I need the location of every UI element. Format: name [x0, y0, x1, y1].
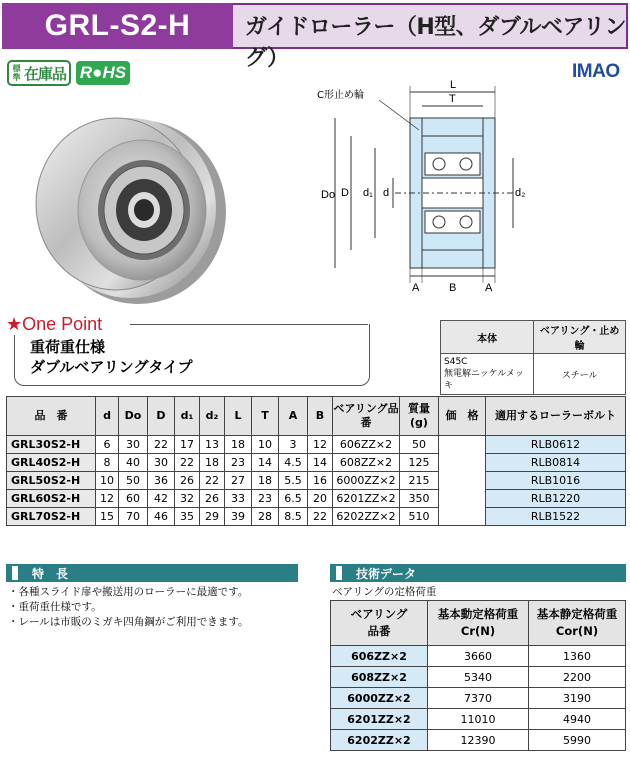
table-cell: 26 [200, 490, 225, 508]
table-cell: 3 [279, 436, 308, 454]
table-cell: 6202ZZ×2 [333, 508, 400, 526]
spec-header-d2: d₂ [200, 397, 225, 436]
one-point-title: ★One Point [6, 314, 106, 335]
spec-header-price: 価 格 [439, 397, 486, 436]
dim-L: L [450, 79, 457, 91]
table-cell: 20 [308, 490, 333, 508]
brand-logo: IMAO [572, 61, 620, 82]
material-header-body: 本体 [441, 321, 534, 354]
tech-title: 技術データ [356, 566, 417, 581]
table-cell: 18 [252, 472, 279, 490]
dim-A-left: A [412, 282, 420, 294]
table-cell: 30 [148, 454, 175, 472]
table-cell: 6.5 [279, 490, 308, 508]
spec-header-D: D [148, 397, 175, 436]
tech-header-cor: 基本静定格荷重 Cor(N) [529, 601, 626, 646]
table-cell: 40 [119, 454, 148, 472]
tech-header-bearing: ベアリング 品番 [331, 601, 428, 646]
table-cell: 2200 [529, 667, 626, 688]
table-row [331, 709, 626, 730]
table-cell: 11010 [428, 709, 529, 730]
table-cell: 12 [96, 490, 119, 508]
features-title: 特 長 [32, 566, 69, 581]
table-cell: 50 [400, 436, 439, 454]
table-cell: 608ZZ×2 [331, 667, 428, 688]
table-cell: 46 [148, 508, 175, 526]
table-cell: 6000ZZ×2 [331, 688, 428, 709]
table-cell: 5.5 [279, 472, 308, 490]
features-heading [6, 564, 298, 582]
table-cell: 35 [175, 508, 200, 526]
table-cell: 14 [252, 454, 279, 472]
spec-header-model: 品 番 [7, 397, 96, 436]
table-cell: 10 [96, 472, 119, 490]
table-cell: 510 [400, 508, 439, 526]
tech-table [330, 600, 626, 751]
table-cell: 22 [200, 472, 225, 490]
material-body-line1: S45C [444, 357, 468, 367]
table-cell: 3190 [529, 688, 626, 709]
table-cell: 6 [96, 436, 119, 454]
table-cell: 6202ZZ×2 [331, 730, 428, 751]
table-cell: 42 [148, 490, 175, 508]
material-table [440, 320, 626, 395]
table-cell: 33 [225, 490, 252, 508]
table-cell: 18 [225, 436, 252, 454]
table-cell: 23 [225, 454, 252, 472]
table-cell: RLB1522 [486, 508, 626, 526]
spec-table [6, 396, 626, 526]
table-cell: GRL30S2-H [7, 436, 96, 454]
table-row [7, 490, 626, 508]
table-cell: 12 [308, 436, 333, 454]
table-cell: 350 [400, 490, 439, 508]
rohs-badge: R●HS [76, 61, 130, 85]
table-cell: 14 [308, 454, 333, 472]
table-cell: 5340 [428, 667, 529, 688]
table-cell: 26 [175, 472, 200, 490]
feature-item: ・レールは市販のミガキ四角鋼がご利用できます。 [8, 616, 249, 628]
spec-header-d1: d₁ [175, 397, 200, 436]
features-list [8, 585, 248, 630]
table-cell: 36 [148, 472, 175, 490]
tech-header-row [331, 601, 626, 646]
table-row [7, 436, 626, 454]
tech-subtitle: ベアリングの定格荷重 [332, 586, 437, 598]
table-cell: 29 [200, 508, 225, 526]
table-cell: 8 [96, 454, 119, 472]
table-cell: RLB1016 [486, 472, 626, 490]
table-cell: 3660 [428, 646, 529, 667]
dim-d2: d₂ [515, 187, 525, 199]
table-cell: 6201ZZ×2 [333, 490, 400, 508]
spec-header-bolt: 適用するローラーボルト [486, 397, 626, 436]
table-cell: 4940 [529, 709, 626, 730]
section-marker [12, 566, 18, 580]
table-cell: 22 [148, 436, 175, 454]
table-cell: 23 [252, 490, 279, 508]
table-cell: 1360 [529, 646, 626, 667]
dim-D: D [341, 187, 349, 199]
material-body-cell [441, 354, 534, 395]
table-cell: 4.5 [279, 454, 308, 472]
dim-T: T [449, 93, 456, 105]
one-point-line2: ダブルベアリングタイプ [30, 358, 193, 376]
table-cell: GRL50S2-H [7, 472, 96, 490]
spec-header-row [7, 397, 626, 436]
table-cell: 22 [308, 508, 333, 526]
dim-Do: Do [321, 189, 336, 201]
material-body-line2: 無電解ニッケルメッキ [444, 369, 524, 391]
table-cell: 5990 [529, 730, 626, 751]
table-row [7, 454, 626, 472]
one-point-rule [130, 324, 368, 325]
product-title: ガイドローラー（H型、ダブルベアリング） [245, 15, 626, 71]
table-cell: RLB1220 [486, 490, 626, 508]
table-cell: 70 [119, 508, 148, 526]
table-cell: 17 [175, 436, 200, 454]
product-code: GRL-S2-H [2, 3, 233, 49]
spec-header-bearing: ベアリング品番 [333, 397, 400, 436]
spec-header-B: B [308, 397, 333, 436]
table-row [331, 730, 626, 751]
dim-B: B [449, 282, 457, 294]
material-bearing-cell: スチール [534, 354, 626, 395]
table-cell: GRL40S2-H [7, 454, 96, 472]
roller-photo [20, 100, 230, 310]
one-point-line1: 重荷重仕様 [30, 338, 106, 356]
standard-stock-badge [7, 60, 71, 86]
table-cell: 608ZZ×2 [333, 454, 400, 472]
table-cell: 13 [200, 436, 225, 454]
table-row [331, 667, 626, 688]
standard-label: 標準 [12, 64, 21, 82]
table-cell: RLB0814 [486, 454, 626, 472]
table-cell: 6201ZZ×2 [331, 709, 428, 730]
dimension-drawing [315, 78, 525, 298]
feature-item: ・各種スライド扉や搬送用のローラーに最適です。 [8, 586, 249, 598]
table-cell: 28 [252, 508, 279, 526]
dim-d1: d₁ [363, 187, 373, 199]
table-cell: 18 [200, 454, 225, 472]
table-cell: 16 [308, 472, 333, 490]
stock-label: 在庫品 [24, 64, 67, 83]
table-row [331, 646, 626, 667]
tech-header-cr: 基本動定格荷重 Cr(N) [428, 601, 529, 646]
table-cell: 125 [400, 454, 439, 472]
table-cell: 8.5 [279, 508, 308, 526]
table-row [331, 688, 626, 709]
spec-header-Do: Do [119, 397, 148, 436]
table-cell: 606ZZ×2 [331, 646, 428, 667]
table-cell: 606ZZ×2 [333, 436, 400, 454]
table-cell: 12390 [428, 730, 529, 751]
table-cell: 50 [119, 472, 148, 490]
table-cell [439, 436, 486, 526]
table-cell: 10 [252, 436, 279, 454]
table-cell: 60 [119, 490, 148, 508]
table-cell: GRL60S2-H [7, 490, 96, 508]
table-cell: 32 [175, 490, 200, 508]
spec-header-T: T [252, 397, 279, 436]
table-cell: 22 [175, 454, 200, 472]
table-row [7, 508, 626, 526]
dim-A-right: A [485, 282, 493, 294]
table-cell: 27 [225, 472, 252, 490]
table-cell: RLB0612 [486, 436, 626, 454]
table-cell: 15 [96, 508, 119, 526]
table-cell: GRL70S2-H [7, 508, 96, 526]
table-cell: 30 [119, 436, 148, 454]
table-cell: 215 [400, 472, 439, 490]
table-row [7, 472, 626, 490]
one-point-text [30, 337, 192, 377]
material-header-bearing: ベアリング・止め輪 [534, 321, 626, 354]
spec-header-d: d [96, 397, 119, 436]
section-marker [336, 566, 342, 580]
spec-header-mass: 質量(g) [400, 397, 439, 436]
tech-heading [330, 564, 626, 582]
table-cell: 6000ZZ×2 [333, 472, 400, 490]
spec-header-A: A [279, 397, 308, 436]
dim-d: d [383, 187, 390, 199]
table-cell: 7370 [428, 688, 529, 709]
table-cell: 39 [225, 508, 252, 526]
feature-item: ・重荷重仕様です。 [8, 601, 102, 613]
dim-C-ring: C形止め輪 [317, 90, 364, 101]
spec-header-L: L [225, 397, 252, 436]
